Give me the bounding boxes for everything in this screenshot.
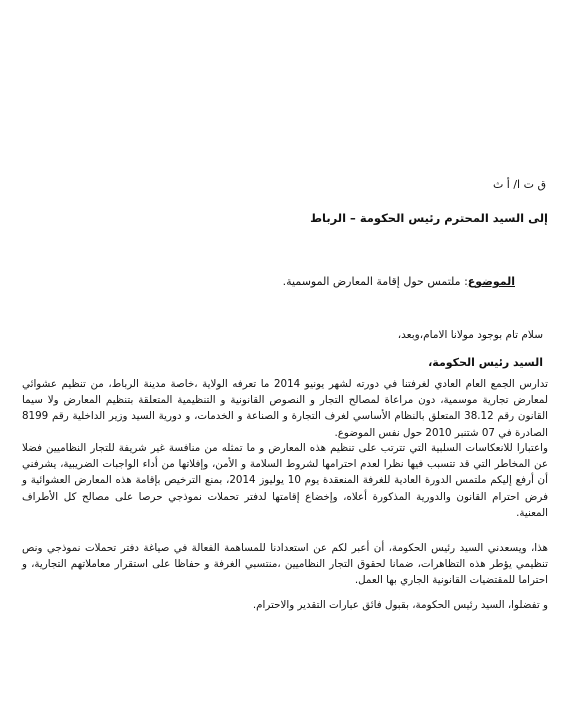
salutation: السيد رئيس الحكومة، [428,356,543,369]
body-paragraph-1: تدارس الجمع العام العادي لغرفتنا في دورته لشهر يونيو 2014 ما تعرفه الولاية ،خاصة مدينة الرباط، من تنظيم عشوائي لمعارض تجارية موسمية، دون مراعاة لمصالح التجار و النصوص القانونية و التنظيمية المتعلقة بتنظيم المعارض ولا سيما القانون رقم 38.12 المتعلق بالنظام الأساسي لغرف التجارة و الصناعة و الخدمات، و دورية السيد وزير الداخلية رقم 8199 الصادرة في 07 شتنبر 2010 حول نفس الموضوع. [22,378,548,439]
body-paragraph-3: هذا، ويسعدني السيد رئيس الحكومة، أن أعبر لكم عن استعدادنا للمساهمة الفعالة في صياغة دفتر تحملات نموذجي ونص تنظيمي يؤطر هذه التظاهرات، ضمانا لحقوق التجار النظاميين ،منتسبي الغرفة و حفاظا على استقرار معاملاتهم التجارية، و احتراما للمقتضيات القانونية الجاري بها العمل. [22,542,548,587]
recipient-line: إلى السيد المحترم رئيس الحكومة – الرباط [310,211,548,225]
subject-label: الموضوع [467,275,515,288]
body-paragraph-2: واعتبارا للانعكاسات السلبية التي تترتب على تنظيم هذه المعارض و ما تمثله من منافسة غير شريفة للتجار النظاميين فضلا عن المخاطر التي قد تتسبب فيها نظرا لعدم احترامها لشروط السلامة و الأمن، وإفلاتها من أداء الواجبات الضريبية، يشرفني أن أرفع إليكم ملتمس الدورة العادية للغرفة المنعقدة يوم 10 يوليوز 2014، بمنع الترخيص بإقامة هذه المعارض العشوائية و فرض احترام القانون والدورية المذكورة أعلاه، وإخضاع إقامتها لدفتر تحملات نموذجي حرصا على مصالح كل الأطراف المعنية. [22,442,548,519]
subject-text: : ملتمس حول إقامة المعارض الموسمية. [282,275,468,288]
subject-line [283,275,515,288]
greeting: سلام تام بوجود مولانا الامام،وبعد، [397,329,543,341]
closing-line: و تفضلوا، السيد رئيس الحكومة، بقبول فائق عبارات التقدير والاحترام. [252,599,548,611]
reference-number: ق ت ا/ أ ث [492,178,546,191]
